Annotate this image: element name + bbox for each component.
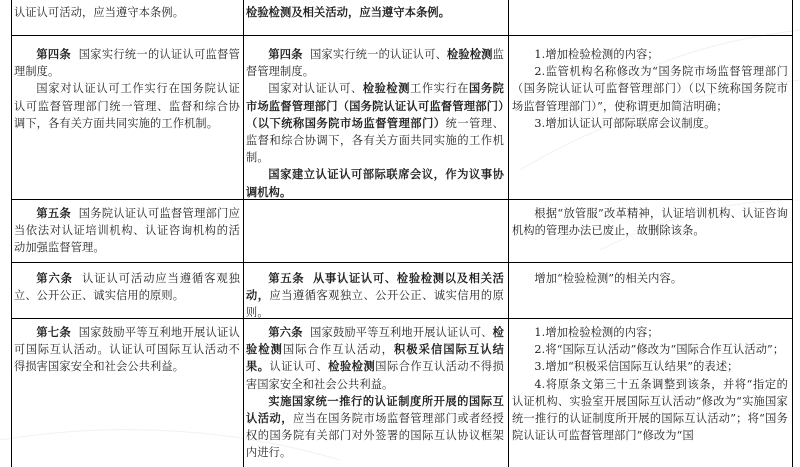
row4-new-b: 检验检测 bbox=[246, 325, 504, 357]
row4-new-para1 bbox=[246, 324, 504, 393]
row2-note-cell bbox=[512, 205, 788, 239]
row4-new-i: 应当在国务院市场监督管理部门或者经授权的国务院有关部门对外签署的国际互认协议框架内进行。 bbox=[246, 412, 504, 460]
row4-old-cell bbox=[14, 324, 240, 376]
row1-new-para1-b: 检验检测 bbox=[447, 47, 493, 61]
row1-note-3: 3.增加认证认可部际联席会议制度。 bbox=[534, 116, 716, 130]
row4-new-cell bbox=[246, 324, 504, 462]
row4-old-article-label: 第七条 bbox=[36, 325, 71, 339]
row0-old-cell bbox=[14, 4, 240, 21]
row1-new-cell bbox=[246, 46, 504, 201]
row3-old-article-label: 第六条 bbox=[36, 271, 74, 285]
row1-old-article-label: 第四条 bbox=[36, 47, 71, 61]
row1-new-para2-c: 工作实行在 bbox=[410, 82, 470, 96]
row3-note: 增加“检验检测”的相关内容。 bbox=[534, 272, 683, 285]
row1-old-para1 bbox=[14, 46, 240, 80]
row3-new-para bbox=[246, 270, 504, 322]
row4-new-a: 国家鼓励平等互利地开展认证认可、 bbox=[310, 326, 493, 339]
row2-old-article-label: 第五条 bbox=[36, 206, 71, 220]
row0-new-cell bbox=[246, 4, 504, 21]
row2-note: 根据“放管服”改革精神，认证培训机构、认证咨询机构的管理办法已废止，故删除该条。 bbox=[512, 207, 788, 238]
row4-note-4: 4.将原条文第三十五条调整到该条，并将“指定的认证机构、实验室开展国际互认活动”修改为“实施国家统一推行的认证制度所开展的国际互认活动”；将“国务院认证认可监督管理部门”修改为“国 bbox=[512, 377, 788, 443]
row4-new-article-label: 第六条 bbox=[268, 325, 303, 339]
row3-new-article-label: 第五条 bbox=[268, 271, 305, 285]
row4-new-e: 认证认可、 bbox=[269, 360, 329, 374]
row4-old-text: 国家鼓励平等互利地开展认证认可国际互认活动。认证认可国际互认活动不得损害国家安全和社会公共利益。 bbox=[14, 326, 240, 374]
row4-new-c: 国际合作互认活动， bbox=[283, 343, 394, 357]
row4-old-para bbox=[14, 324, 240, 376]
row4-new-d: 积极采信国际互认结果。 bbox=[246, 342, 504, 374]
row1-new-para2-b: 检验检测 bbox=[362, 81, 411, 96]
row3-new-a: 从事认证认可、检验检测以及相关活动， bbox=[246, 271, 505, 303]
row1-note-cell bbox=[512, 46, 788, 132]
row4-new-para2 bbox=[246, 393, 504, 462]
row4-new-g: 国际合作互认活动不得损害国家安全和社会公共利益。 bbox=[246, 360, 504, 391]
row1-new-article-label: 第四条 bbox=[268, 47, 303, 61]
row1-new-para2-a: 国家对认证认可、 bbox=[268, 82, 363, 96]
row4-note-3: 3.增加“积极采信国际互认结果”的表述； bbox=[534, 360, 739, 374]
row3-new-b: 应当遵循客观独立、公开公正、诚实信用的原则。 bbox=[246, 289, 504, 320]
row0-new-text: 检验检测及相关活动，应当遵守本条例。 bbox=[246, 5, 451, 19]
row1-new-para2 bbox=[246, 80, 504, 166]
row1-note-1: 1.增加检验检测的内容； bbox=[534, 48, 659, 61]
row1-new-para2-e: 统一管理、监督和综合协调下，各有关方面共同实施的工作机制。 bbox=[246, 116, 504, 165]
row1-note-2: 2.监管机构名称修改为“国务院市场监督管理部门（国务院认证认可监督管理部门）（以下统称国务院市场监督管理部门）”，使称谓更加简洁明确； bbox=[512, 65, 788, 113]
row1-new-para1-a: 国家实行统一的认证认可、 bbox=[310, 48, 448, 61]
row1-new-para3: 国家建立认证认可部际联席会议，作为议事协调机构。 bbox=[246, 167, 504, 199]
row1-new-para2-d: 国务院市场监督管理部门（国务院认证认可监督管理部门）（以下统称国务院市场监督管理部门） bbox=[246, 81, 504, 130]
row1-old-cell bbox=[14, 46, 240, 132]
row4-note-cell bbox=[512, 324, 788, 444]
row1-old-para2: 国家对认证认可工作实行在国务院认证认可监督管理部门统一管理、监督和综合协调下，各有关方面共同实施的工作机制。 bbox=[14, 82, 240, 130]
row4-note-2: 2.将“国际互认活动”修改为“国际合作互认活动”； bbox=[534, 343, 785, 357]
row3-old-text: 认证认可活动应当遵循客观独立、公开公正、诚实信用的原则。 bbox=[14, 272, 240, 303]
row3-new-cell bbox=[246, 270, 504, 322]
row1-new-para1 bbox=[246, 46, 504, 80]
row3-old-cell bbox=[14, 270, 240, 304]
row3-note-cell bbox=[512, 270, 788, 287]
row1-old-para1-text: 国家实行统一的认证认可监督管理制度。 bbox=[14, 48, 240, 79]
row1-new-para1-c: 监督管理制度。 bbox=[246, 48, 504, 79]
row0-old-text: 认证认可活动，应当遵守本条例。 bbox=[14, 6, 185, 19]
row2-old-cell bbox=[14, 205, 240, 257]
row4-new-f: 检验检测 bbox=[328, 359, 376, 374]
row2-old-text: 国务院认证认可监督管理部门应当依法对认证培训机构、认证咨询机构的活动加强监督管理。 bbox=[14, 207, 240, 255]
row2-old-para bbox=[14, 205, 240, 257]
row4-new-h: 实施国家统一推行的认证制度所开展的国际互认活动， bbox=[246, 393, 504, 426]
row3-old-para bbox=[14, 270, 240, 304]
row4-note-1: 1.增加检验检测的内容； bbox=[534, 326, 659, 339]
